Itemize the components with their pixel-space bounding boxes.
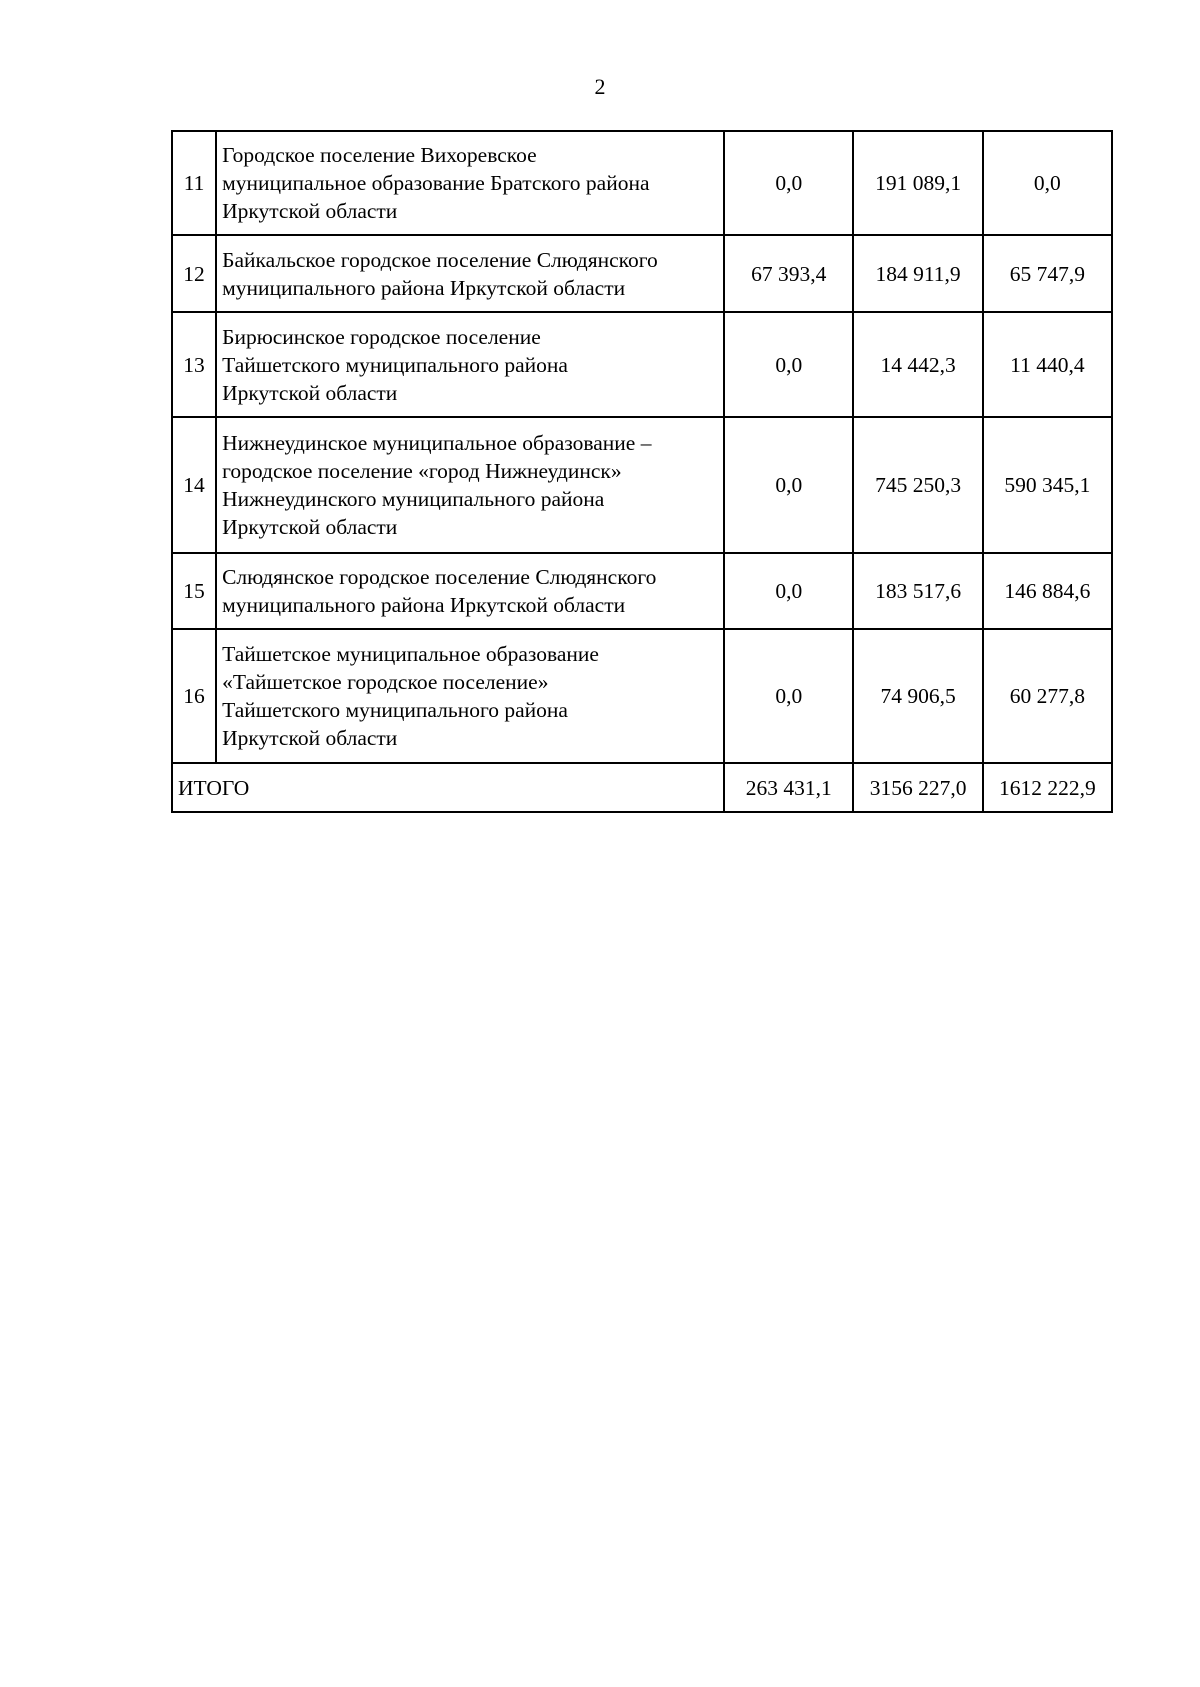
name-line: «Тайшетское городское поселение» xyxy=(222,670,549,694)
value-cell: 60 277,8 xyxy=(983,629,1112,763)
value-cell: 0,0 xyxy=(724,312,853,417)
name-line: муниципального района Иркутской области xyxy=(222,593,626,617)
municipality-name xyxy=(216,553,724,629)
name-line: Иркутской области xyxy=(222,380,398,405)
value-cell: 0,0 xyxy=(724,553,853,629)
value-cell: 146 884,6 xyxy=(983,553,1112,629)
value-cell: 65 747,9 xyxy=(983,235,1112,312)
row-number: 12 xyxy=(172,235,216,312)
name-line: муниципального района Иркутской области xyxy=(222,275,626,300)
name-line: Тайшетского муниципального района xyxy=(222,352,568,377)
name-line: городское поселение «город Нижнеудинск» xyxy=(222,459,622,483)
municipality-name xyxy=(216,312,724,417)
allocation-table xyxy=(171,130,1113,813)
name-line: Тайшетского муниципального района xyxy=(222,698,568,722)
municipality-name xyxy=(216,131,724,235)
value-cell: 14 442,3 xyxy=(853,312,982,417)
value-cell: 0,0 xyxy=(724,417,853,553)
total-row xyxy=(172,763,1112,812)
table-row xyxy=(172,553,1112,629)
name-line: муниципальное образование Братского района xyxy=(222,171,650,195)
municipality-name xyxy=(216,629,724,763)
value-cell: 590 345,1 xyxy=(983,417,1112,553)
name-line: Бирюсинское городское поселение xyxy=(222,324,541,349)
table-row xyxy=(172,417,1112,553)
page-number: 2 xyxy=(594,74,606,99)
municipality-name xyxy=(216,417,724,553)
value-cell: 0,0 xyxy=(724,131,853,235)
table-row xyxy=(172,629,1112,763)
name-line: Городское поселение Вихоревское xyxy=(222,143,537,167)
total-value-cell: 3156 227,0 xyxy=(853,763,982,812)
value-cell: 0,0 xyxy=(983,131,1112,235)
value-cell: 0,0 xyxy=(724,629,853,763)
value-cell: 67 393,4 xyxy=(724,235,853,312)
total-value-cell: 1612 222,9 xyxy=(983,763,1112,812)
value-cell: 745 250,3 xyxy=(853,417,982,553)
total-value-cell: 263 431,1 xyxy=(724,763,853,812)
name-line: Тайшетское муниципальное образование xyxy=(222,642,599,666)
row-number: 14 xyxy=(172,417,216,553)
total-label: ИТОГО xyxy=(172,763,724,812)
row-number: 11 xyxy=(172,131,216,235)
table-row xyxy=(172,131,1112,235)
value-cell: 11 440,4 xyxy=(983,312,1112,417)
value-cell: 183 517,6 xyxy=(853,553,982,629)
name-line: Нижнеудинское муниципальное образование – xyxy=(222,431,652,455)
row-number: 13 xyxy=(172,312,216,417)
table-row xyxy=(172,235,1112,312)
name-line: Нижнеудинского муниципального района xyxy=(222,487,605,511)
name-line: Слюдянское городское поселение Слюдянского xyxy=(222,565,657,589)
row-number: 15 xyxy=(172,553,216,629)
value-cell: 74 906,5 xyxy=(853,629,982,763)
table-row xyxy=(172,312,1112,417)
municipality-name xyxy=(216,235,724,312)
name-line: Иркутской области xyxy=(222,515,398,539)
name-line: Иркутской области xyxy=(222,199,398,223)
value-cell: 191 089,1 xyxy=(853,131,982,235)
value-cell: 184 911,9 xyxy=(853,235,982,312)
row-number: 16 xyxy=(172,629,216,763)
name-line: Иркутской области xyxy=(222,726,398,750)
name-line: Байкальское городское поселение Слюдянского xyxy=(222,247,658,272)
